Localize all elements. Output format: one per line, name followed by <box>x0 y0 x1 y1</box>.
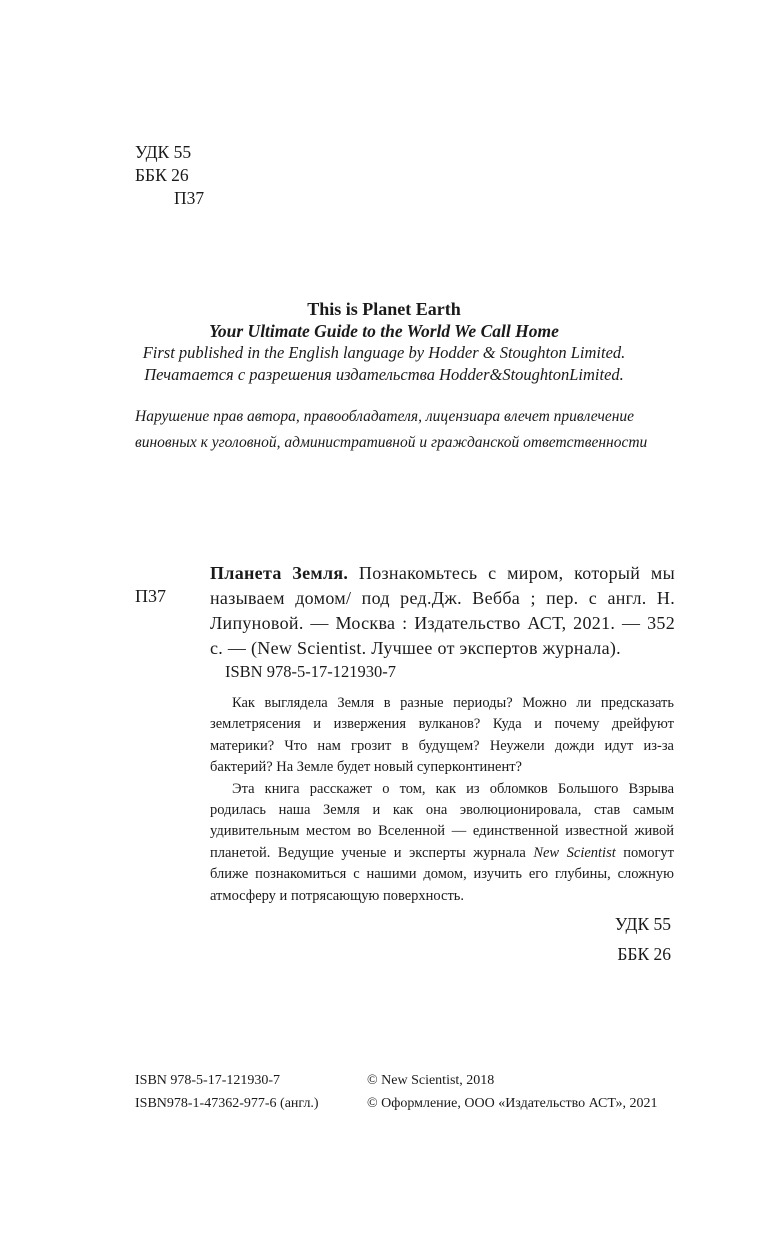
footer-copyright-block <box>367 1069 658 1115</box>
copyright-design: © Оформление, ООО «Издательство АСТ», 2021 <box>367 1096 658 1111</box>
book-title: Планета Земля. <box>210 563 349 583</box>
annotation-text: помогут ближе познакомиться с нашими домом, изучить его глубины, сложную атмосферу и потрясающую поверхность. <box>210 844 674 904</box>
udk-code-right: УДК 55 <box>614 914 671 934</box>
footer-isbn-block <box>135 1069 319 1115</box>
first-published-note: First published in the English language by Hodder & Stoughton Limited. <box>142 343 626 362</box>
annotation <box>210 693 674 907</box>
biblio-isbn: ISBN 978-5-17-121930-7 <box>225 662 396 681</box>
original-subtitle: Your Ultimate Guide to the World We Call Home <box>209 321 559 341</box>
bibliographic-description: Познакомьтесь с миром, который мы называем домом/ под ред.Дж. Вебба ; пер. с англ. Н. Липуновой. — Москва : Издательство АСТ, 2021. — 352 с. — (New Scientist. Лучшее от экспертов журнала). <box>210 563 675 658</box>
index-codes-right <box>615 909 671 969</box>
bibliographic-record <box>210 561 675 661</box>
udk-code: УДК 55 <box>135 142 192 162</box>
bbk-code-right: ББК 26 <box>617 944 671 964</box>
original-title-block <box>0 298 768 386</box>
isbn-english: ISBN978-1-47362-977-6 (англ.) <box>135 1096 319 1111</box>
annotation-paragraph <box>210 779 674 907</box>
isbn-russian: ISBN 978-5-17-121930-7 <box>135 1073 281 1088</box>
journal-name: New Scientist <box>533 844 616 861</box>
classification-codes <box>135 141 204 210</box>
permission-note: Печатается с разрешения издательства Hodder&StoughtonLimited. <box>144 365 624 384</box>
bbk-code: ББК 26 <box>135 165 189 185</box>
biblio-author-mark: П37 <box>135 586 166 606</box>
original-title: This is Planet Earth <box>307 299 461 319</box>
author-mark: П37 <box>174 188 205 208</box>
copyright-original: © New Scientist, 2018 <box>367 1073 495 1088</box>
annotation-paragraph: Как выглядела Земля в разные периоды? Можно ли предсказать землетрясения и извержения вулканов? Куда и почему дрейфуют материки? Что нам грозит в будущем? Неужели дожди идут из-за бактерий? На Земле будет новый суперконтинент? <box>210 695 674 776</box>
annotation-text: Эта книга расскажет о том, как из обломков Большого Взрыва родилась наша Земля и как она эволюционировала, став самым удивительным местом во Вселенной — единственной известной живой планетой. Ведущие ученые и эксперты журнала <box>210 780 674 861</box>
copyright-warning: Нарушение прав автора, правообладателя, лицензиара влечет привлечение виновных к уголовной, административной и гражданской ответственности <box>135 408 648 451</box>
